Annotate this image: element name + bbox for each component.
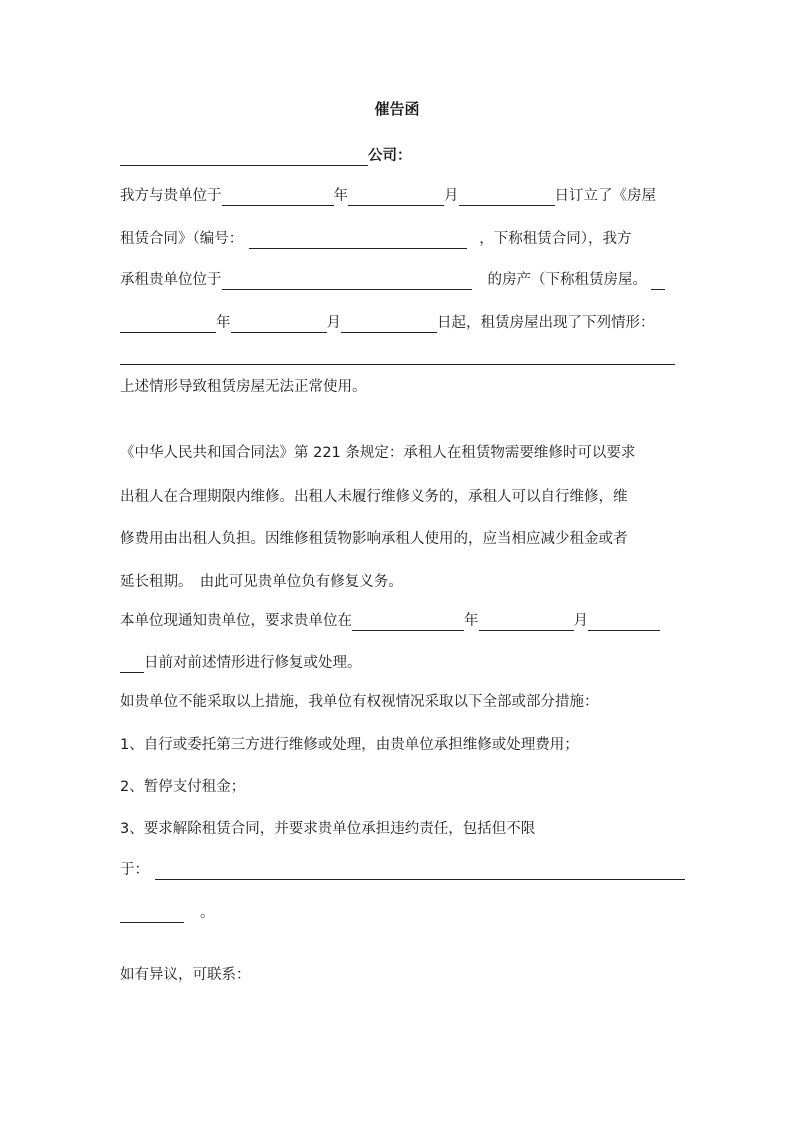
liability-scope-blank[interactable]	[155, 863, 685, 880]
para1-line4	[120, 313, 655, 333]
measures-intro	[120, 692, 599, 712]
notice-text: 日前对前述情形进行修复或处理。	[144, 655, 362, 671]
month-label: 月	[573, 613, 588, 629]
deadline-day-blank-part[interactable]	[588, 614, 660, 631]
liability-line	[120, 860, 685, 880]
law-citation-text: 修费用由出租人负担。因维修租赁物影响承租人使用的，应当相应减少租金或者	[120, 531, 628, 547]
measure-text: 1、自行或委托第三方进行维修或处理，由贵单位承担维修或处理费用；	[120, 737, 579, 753]
contract-year-blank[interactable]	[222, 189, 334, 206]
property-address-blank[interactable]	[222, 273, 472, 290]
start-month-blank[interactable]	[231, 316, 327, 333]
end-mark: 。	[200, 905, 215, 921]
para1-text: 租赁合同》（编号：	[120, 231, 244, 247]
para3-line2	[120, 653, 362, 673]
para1-text: ，下称租赁合同），我方	[479, 231, 632, 247]
para2-line2	[120, 487, 628, 507]
para1-line2	[120, 229, 632, 249]
year-label: 年	[333, 188, 348, 204]
company-name-blank[interactable]	[120, 149, 368, 166]
para1-line1	[120, 186, 656, 206]
start-year-blank-part[interactable]	[651, 273, 665, 290]
para2-line1	[120, 443, 635, 463]
contract-day-blank[interactable]	[459, 189, 555, 206]
contact-text: 如有异议，可联系：	[120, 967, 251, 983]
measure-item-1	[120, 735, 579, 755]
start-year-blank[interactable]	[120, 316, 216, 333]
situation-description-blank[interactable]	[120, 364, 675, 365]
addressee-suffix: 公司：	[368, 148, 412, 164]
contract-month-blank[interactable]	[348, 189, 444, 206]
measures-intro-text: 如贵单位不能采取以上措施，我单位有权视情况采取以下全部或部分措施：	[120, 694, 599, 710]
year-label: 年	[216, 315, 231, 331]
deadline-year-blank[interactable]	[352, 614, 464, 631]
para1-line3	[120, 270, 665, 290]
law-citation-text: 延长租期。 由此可见贵单位负有修复义务。	[120, 574, 403, 590]
para1-text: 的房产（下称租赁房屋。	[487, 272, 647, 288]
month-label: 月	[444, 188, 459, 204]
measure-item-3	[120, 819, 535, 839]
law-citation-text: 《中华人民共和国合同法》第 221 条规定：承租人在租赁物需要维修时可以要求	[120, 445, 636, 461]
liability-line2	[120, 903, 215, 923]
law-citation-text: 出租人在合理期限内维修。出租人未履行维修义务的，承租人可以自行维修，维	[120, 489, 628, 505]
month-label: 月	[326, 315, 341, 331]
para2-line3	[120, 529, 628, 549]
para1-text: 日订立了《房屋	[554, 188, 656, 204]
notice-text: 本单位现通知贵单位，要求贵单位在	[120, 613, 352, 629]
para1-text: 上述情形导致租赁房屋无法正常使用。	[120, 379, 367, 395]
deadline-day-blank[interactable]	[120, 656, 144, 673]
para1-text: 日起，租赁房屋出现了下列情形：	[437, 315, 655, 331]
deadline-month-blank[interactable]	[479, 614, 574, 631]
start-day-blank[interactable]	[341, 316, 437, 333]
year-label: 年	[464, 613, 479, 629]
measure-text: 2、暂停支付租金；	[120, 779, 246, 795]
para3-line1	[120, 611, 660, 631]
para1-text: 承租贵单位位于	[120, 272, 222, 288]
para1-line6	[120, 377, 367, 397]
contract-number-blank[interactable]	[249, 232, 467, 249]
liability-scope-blank-cont[interactable]	[120, 906, 184, 923]
addressee-line	[120, 146, 412, 166]
contact-line	[120, 965, 251, 985]
para2-line4	[120, 572, 403, 592]
measure-item-2	[120, 777, 245, 797]
document-title: 催告函	[374, 100, 420, 118]
yu-label: 于：	[120, 862, 149, 878]
para1-text: 我方与贵单位于	[120, 188, 222, 204]
measure-text: 3、要求解除租赁合同，并要求贵单位承担违约责任，包括但不限	[120, 821, 536, 837]
